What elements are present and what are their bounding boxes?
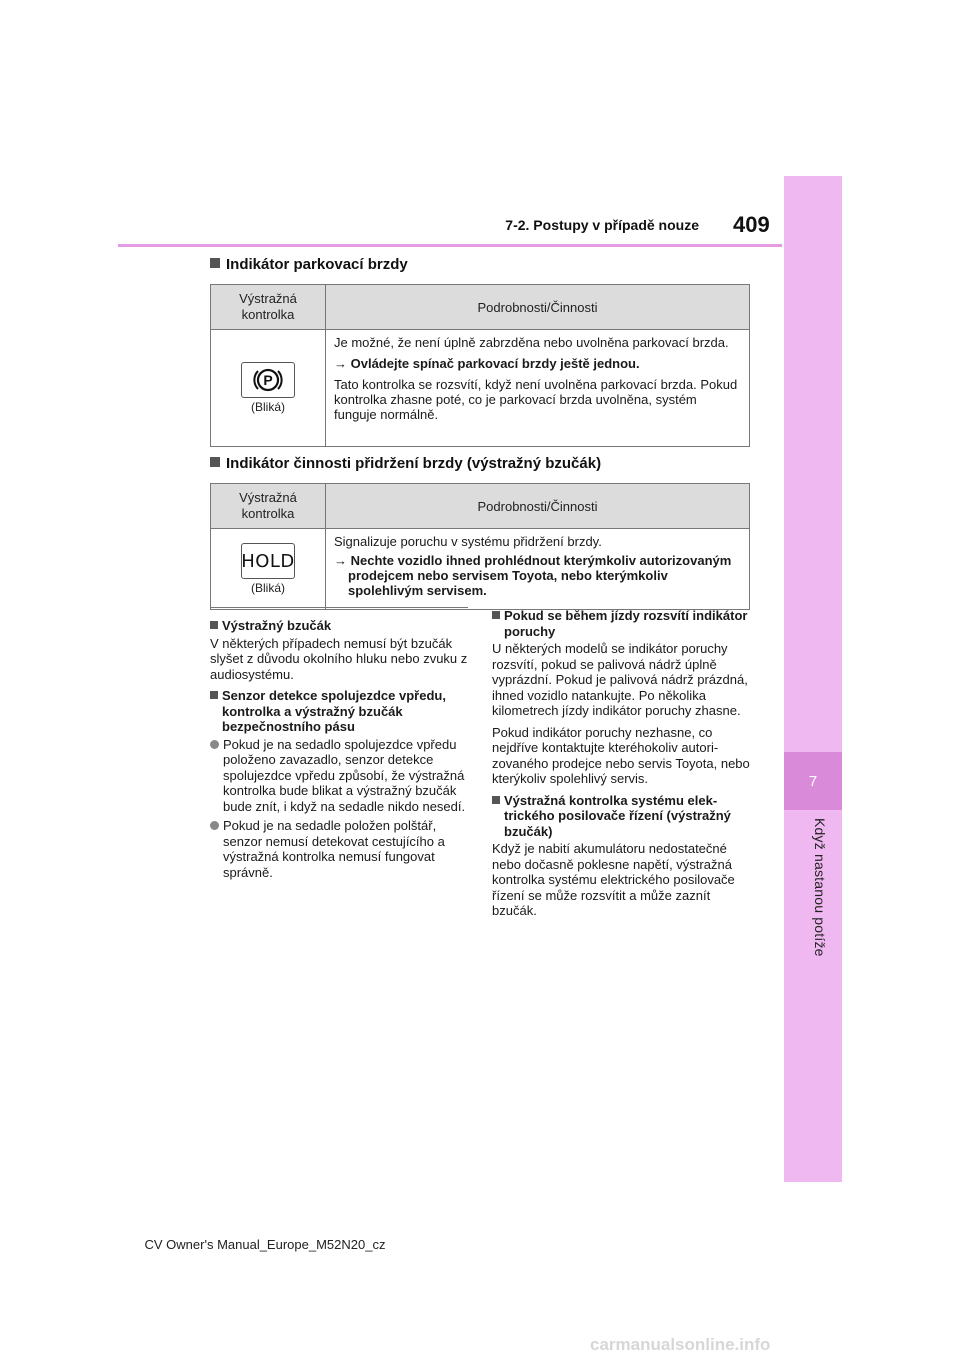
subheading-malfunction bbox=[492, 608, 750, 639]
table-header-warning-light: Výstražná kontrolka bbox=[211, 285, 326, 330]
right-column bbox=[492, 608, 750, 925]
table-header-details: Podrobnosti/Činnosti bbox=[326, 484, 750, 529]
heading-text: Indikátor parkovací brzdy bbox=[226, 256, 408, 273]
square-bullet-icon bbox=[210, 258, 220, 268]
chapter-title: Když nastanou potíže bbox=[812, 818, 828, 957]
hold-icon bbox=[241, 543, 295, 579]
table-header-details: Podrobnosti/Činnosti bbox=[326, 285, 750, 330]
subheading-text: Výstražný bzučák bbox=[222, 618, 332, 633]
brake-hold-table bbox=[210, 483, 750, 610]
details-text: Je možné, že není úplně zabrzděna nebo uvolněna parkovací brzda. bbox=[334, 335, 729, 350]
chapter-side-tab bbox=[784, 176, 842, 1182]
circle-bullet-icon bbox=[210, 740, 219, 749]
section-heading-brake-hold bbox=[210, 455, 601, 472]
square-bullet-icon bbox=[492, 611, 500, 619]
subheading-buzzer bbox=[210, 618, 468, 634]
details-text-2: Tato kontrolka se rozsvítí, když není uvolněna parkovací brzda. Pokud kontrolka zhasne poté, co je parkovací brzda uvolněna, systém funguje normálně. bbox=[334, 377, 738, 422]
column-divider-rule bbox=[210, 607, 468, 608]
parking-brake-table bbox=[210, 284, 750, 447]
action-text: Nechte vozidlo ihned prohlédnout kterýmkoliv autorizovaným prodejcem nebo servisem Toyota, nebo kterýmkoliv spolehlivým servisem. bbox=[348, 553, 732, 598]
paragraph: Když je nabití akumulátoru nedostatečné nebo dočasně poklesne napětí, výstražná kontrolka systému elektrického posilovače řízení se může rozsvítit a může zaznít bzučák. bbox=[492, 841, 735, 918]
action-text: Ovládejte spínač parkovací brzdy ještě jednou. bbox=[350, 356, 640, 371]
hold-icon-text: HOLD bbox=[241, 550, 295, 572]
icon-caption: (Bliká) bbox=[250, 581, 285, 595]
square-bullet-icon bbox=[210, 457, 220, 467]
section-title: 7-2. Postupy v případě nouze bbox=[505, 217, 699, 233]
subheading-eps bbox=[492, 793, 750, 840]
bullet-text: Pokud je na sedadlo spolujezdce vpředu položeno zavazadlo, senzor detekce spolujezdce vpředu způsobí, že výstražná kontrolka bude blikat a výstražný bzučák bude znít, i když na sedadle nikdo nesedí. bbox=[223, 736, 466, 814]
left-column bbox=[210, 618, 468, 884]
details-cell bbox=[326, 330, 750, 447]
circle-bullet-icon bbox=[210, 821, 219, 830]
action-line: → Nechte vozidlo ihned prohlédnout kterýmkoliv autorizovaným prodejcem nebo servisem Toyota, nebo kterýmkoliv spolehlivým servisem. bbox=[334, 553, 732, 598]
section-heading-parking-brake bbox=[210, 256, 408, 273]
chapter-number: 7 bbox=[784, 752, 842, 810]
square-bullet-icon bbox=[210, 621, 218, 629]
details-cell bbox=[326, 529, 750, 610]
icon-caption: (Bliká) bbox=[250, 400, 285, 414]
table-header-warning-light: Výstražná kontrolka bbox=[211, 484, 326, 529]
subheading-text: Senzor detekce spolujezdce vpředu, kontrolka a výstražný bzučák bezpečnostního pásu bbox=[222, 688, 446, 734]
subheading-text: Výstražná kontrolka systému elektrického posilovače řízení (výstražný bzučák) bbox=[504, 792, 731, 839]
square-bullet-icon bbox=[210, 691, 218, 699]
paragraph: Pokud indikátor poruchy nezhasne, co nejdříve kontaktujte kteréhokoliv autorizovaného prodejce nebo servis Toyota, nebo kterýkoliv spolehlivý servis. bbox=[492, 724, 750, 786]
bullet-item bbox=[210, 737, 468, 815]
subheading-passenger-sensor bbox=[210, 688, 468, 735]
header-rule bbox=[118, 244, 782, 247]
bullet-item bbox=[210, 818, 468, 880]
paragraph: U některých modelů se indikátor poruchy rozsvítí, pokud se palivová nádrž úplně vyprázdní. Pokud je palivová nádrž prázdná, ihned vozidlo natankujte. Po několika kilometrech jízdy indikátor poruchy zhasne. bbox=[492, 641, 748, 718]
paragraph: V některých případech nemusí být bzučák slyšet z důvodu okolního hluku nebo zvuku z audiosystému. bbox=[210, 635, 468, 682]
bullet-text: Pokud je na sedadle položen polštář, senzor nemusí detekovat cestujícího a výstražná kontrolka nemusí fungovat správně. bbox=[223, 818, 445, 880]
footer-doc-id: CV Owner's Manual_Europe_M52N20_cz bbox=[144, 1237, 386, 1252]
parking-brake-icon bbox=[241, 362, 295, 398]
icon-cell bbox=[211, 330, 326, 447]
action-line: → Ovládejte spínač parkovací brzdy ještě jednou. bbox=[334, 356, 640, 371]
details-text: Signalizuje poruchu v systému přidržení brzdy. bbox=[334, 534, 602, 549]
svg-text:P: P bbox=[263, 372, 273, 388]
watermark: carmanualsonline.info bbox=[590, 1335, 771, 1354]
square-bullet-icon bbox=[492, 796, 500, 804]
heading-text: Indikátor činnosti přidržení brzdy (výstražný bzučák) bbox=[226, 455, 602, 472]
subheading-text: Pokud se během jízdy rozsvítí indikátor poruchy bbox=[504, 608, 748, 639]
icon-cell bbox=[211, 529, 326, 610]
page-number: 409 bbox=[733, 212, 770, 237]
